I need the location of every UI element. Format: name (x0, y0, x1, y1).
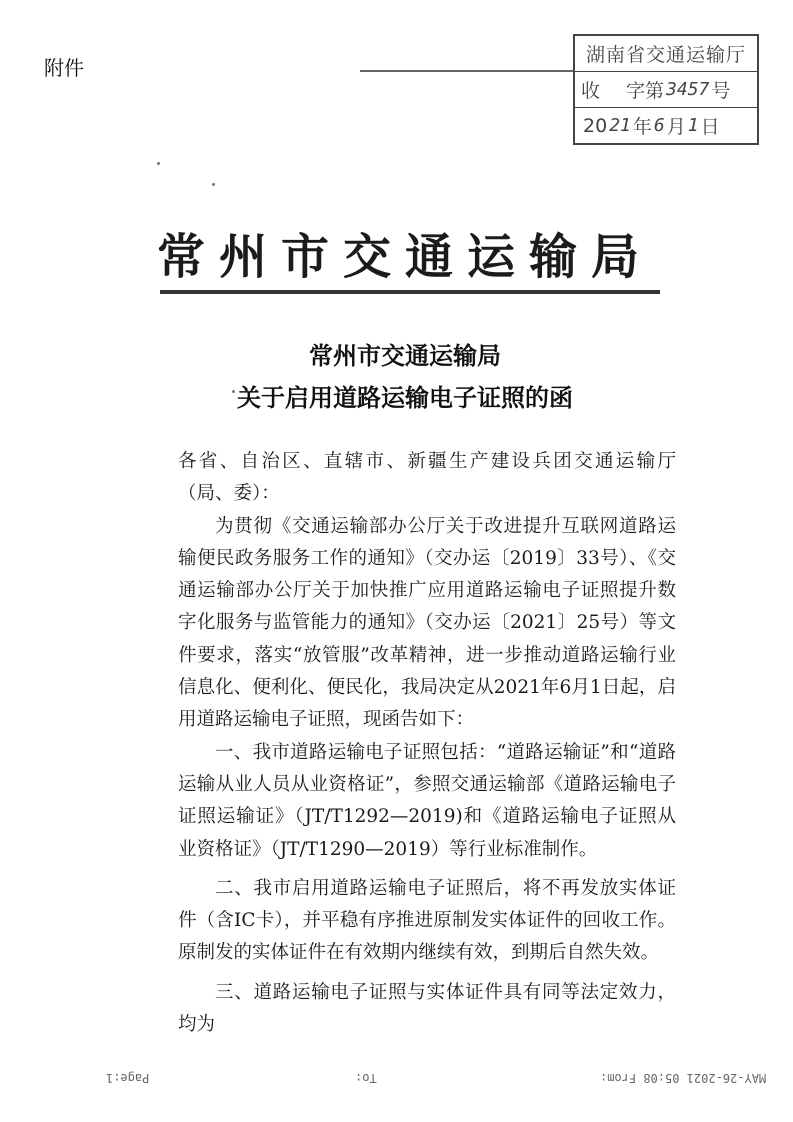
stamp-recv-prefix: 收 (581, 80, 601, 102)
stamp-year-prefix: 20 (583, 114, 608, 137)
scan-speck (232, 390, 235, 393)
paragraph-intro: 为贯彻《交通运输部办公厅关于改进提升互联网道路运输便民政务服务工作的通知》（交办运〔2019〕33号）、《交通运输部办公厅关于加快推广应用道路运输电子证照提升数字化服务与监管能力的通知》（交办运〔2021〕25号）等文件要求，落实“放管服”改革精神，进一步推动道路运输行业信息化、便利化、便民化，我局决定从2021年6月1日起，启用道路运输电子证照，现函告如下： (178, 515, 676, 731)
stamp-day: 1 (687, 115, 699, 136)
stamp-month: 6 (653, 115, 665, 136)
stamp-day-char: 日 (700, 116, 720, 138)
stamp-recv-number: 3457 (666, 79, 710, 100)
stamp-year: 21 (609, 115, 631, 136)
scan-speck (157, 162, 160, 165)
scan-speck (212, 183, 215, 186)
paragraph-item-3: 三、道路运输电子证照与实体证件具有同等法定效力，均为 (178, 981, 676, 1036)
document-title-line1: 常州市交通运输局 (309, 341, 501, 370)
stamp-month-char: 月 (666, 116, 686, 138)
top-rule (360, 70, 573, 72)
stamp-receipt-number (575, 72, 757, 108)
document-body (178, 446, 676, 1041)
paragraph-item-2: 二、我市启用道路运输电子证照后，将不再发放实体证件（含IC卡），并平稳有序推进原制发实体证件的回收工作。原制发的实体证件在有效期内继续有效，到期后自然失效。 (178, 877, 676, 964)
fax-header-right: Page:1 (106, 1071, 150, 1085)
stamp-recv-suffix: 号 (711, 80, 731, 102)
fax-header-mid: To: (355, 1071, 377, 1085)
receipt-stamp (573, 34, 759, 145)
document-title-line2: 关于启用道路运输电子证照的函 (237, 383, 573, 412)
addressee: 各省、自治区、直辖市、新疆生产建设兵团交通运输厅（局、委）： (178, 451, 676, 505)
fax-header-left: MAY-26-2021 05:08 From: (600, 1071, 767, 1085)
stamp-org: 湖南省交通运输厅 (575, 36, 757, 72)
header-divider (160, 290, 660, 294)
stamp-year-char: 年 (632, 116, 652, 138)
attachment-label: 附件 (44, 56, 84, 80)
paragraph-item-1: 一、我市道路运输电子证照包括：“道路运输证”和“道路运输从业人员从业资格证”，参照交通运输部《道路运输电子证照运输证》（JT/T1292—2019)和《道路运输电子证照从业资格证》（JT/T1290—2019）等行业标准制作。 (178, 741, 676, 860)
stamp-recv-mid: 字第 (626, 80, 665, 102)
stamp-date (575, 108, 757, 143)
issuing-org-header: 常州市交通运输局 (156, 229, 653, 285)
